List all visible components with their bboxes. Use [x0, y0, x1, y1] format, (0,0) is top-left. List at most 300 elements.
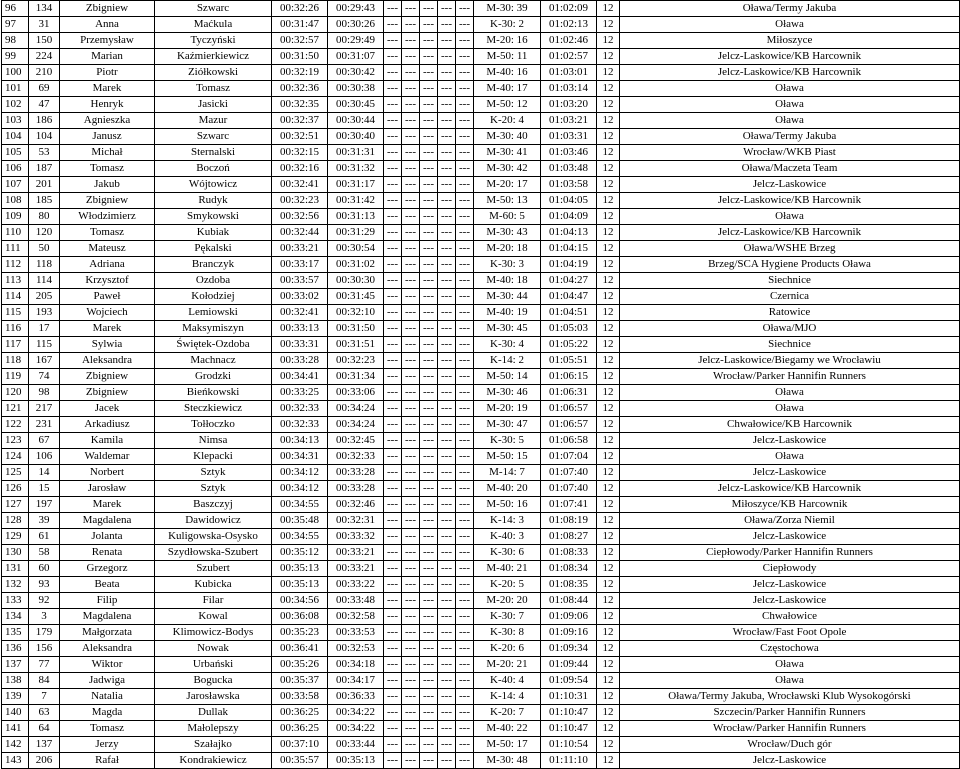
- cell-split-7: ---: [456, 417, 474, 433]
- cell-split-5: ---: [420, 625, 438, 641]
- cell-bib: 50: [29, 241, 60, 257]
- cell-split-3: ---: [384, 497, 402, 513]
- cell-bib: 231: [29, 417, 60, 433]
- table-row: [2, 657, 960, 673]
- cell-category: M-50: 13: [474, 193, 541, 209]
- cell-total-time: 01:09:34: [541, 641, 597, 657]
- cell-category: K-30: 8: [474, 625, 541, 641]
- cell-first-name: Magda: [60, 705, 155, 721]
- cell-split-3: ---: [384, 401, 402, 417]
- cell-split-5: ---: [420, 113, 438, 129]
- cell-total-time: 01:02:09: [541, 1, 597, 17]
- cell-first-name: Renata: [60, 545, 155, 561]
- cell-first-name: Jerzy: [60, 737, 155, 753]
- cell-bib: 167: [29, 353, 60, 369]
- cell-split-4: ---: [402, 81, 420, 97]
- cell-place: 108: [2, 193, 29, 209]
- cell-category: M-30: 45: [474, 321, 541, 337]
- cell-lap-2: 00:31:07: [328, 49, 384, 65]
- cell-club: Siechnice: [620, 273, 960, 289]
- cell-club: Jelcz-Laskowice: [620, 753, 960, 769]
- cell-split-6: ---: [438, 113, 456, 129]
- cell-last-name: Branczyk: [155, 257, 272, 273]
- cell-lap-1: 00:34:13: [272, 433, 328, 449]
- cell-total-time: 01:10:47: [541, 705, 597, 721]
- cell-bib: 64: [29, 721, 60, 737]
- cell-club: Czernica: [620, 289, 960, 305]
- table-row: [2, 337, 960, 353]
- cell-split-4: ---: [402, 513, 420, 529]
- cell-lap-2: 00:33:06: [328, 385, 384, 401]
- table-row: [2, 241, 960, 257]
- cell-bib: 137: [29, 737, 60, 753]
- cell-split-4: ---: [402, 145, 420, 161]
- cell-category: M-40: 18: [474, 273, 541, 289]
- cell-lap-1: 00:33:17: [272, 257, 328, 273]
- cell-lap-1: 00:32:26: [272, 1, 328, 17]
- cell-category: M-30: 48: [474, 753, 541, 769]
- cell-place: 99: [2, 49, 29, 65]
- cell-total-time: 01:09:54: [541, 673, 597, 689]
- cell-split-6: ---: [438, 481, 456, 497]
- cell-split-4: ---: [402, 129, 420, 145]
- cell-split-4: ---: [402, 321, 420, 337]
- cell-place: 139: [2, 689, 29, 705]
- cell-lap-2: 00:35:13: [328, 753, 384, 769]
- cell-split-3: ---: [384, 385, 402, 401]
- cell-laps: 12: [597, 81, 620, 97]
- cell-split-7: ---: [456, 737, 474, 753]
- cell-split-3: ---: [384, 337, 402, 353]
- cell-split-7: ---: [456, 401, 474, 417]
- cell-split-6: ---: [438, 705, 456, 721]
- cell-club: Oława: [620, 113, 960, 129]
- cell-split-7: ---: [456, 81, 474, 97]
- cell-split-6: ---: [438, 257, 456, 273]
- cell-lap-1: 00:35:23: [272, 625, 328, 641]
- cell-split-6: ---: [438, 193, 456, 209]
- cell-split-3: ---: [384, 513, 402, 529]
- cell-club: Oława: [620, 449, 960, 465]
- cell-last-name: Maćkula: [155, 17, 272, 33]
- cell-laps: 12: [597, 673, 620, 689]
- cell-split-7: ---: [456, 225, 474, 241]
- cell-lap-2: 00:32:46: [328, 497, 384, 513]
- cell-split-7: ---: [456, 49, 474, 65]
- cell-first-name: Magdalena: [60, 609, 155, 625]
- table-row: [2, 737, 960, 753]
- cell-laps: 12: [597, 705, 620, 721]
- cell-category: K-30: 3: [474, 257, 541, 273]
- cell-split-7: ---: [456, 385, 474, 401]
- cell-last-name: Sternalski: [155, 145, 272, 161]
- cell-last-name: Ozdoba: [155, 273, 272, 289]
- cell-total-time: 01:08:19: [541, 513, 597, 529]
- cell-split-5: ---: [420, 737, 438, 753]
- cell-place: 109: [2, 209, 29, 225]
- cell-club: Częstochowa: [620, 641, 960, 657]
- cell-lap-1: 00:35:13: [272, 577, 328, 593]
- cell-laps: 12: [597, 753, 620, 769]
- cell-split-5: ---: [420, 609, 438, 625]
- cell-place: 117: [2, 337, 29, 353]
- cell-lap-1: 00:34:41: [272, 369, 328, 385]
- cell-split-3: ---: [384, 449, 402, 465]
- cell-split-5: ---: [420, 705, 438, 721]
- cell-total-time: 01:05:22: [541, 337, 597, 353]
- cell-split-3: ---: [384, 225, 402, 241]
- cell-split-7: ---: [456, 529, 474, 545]
- cell-lap-2: 00:32:58: [328, 609, 384, 625]
- cell-place: 141: [2, 721, 29, 737]
- cell-first-name: Jacek: [60, 401, 155, 417]
- cell-split-5: ---: [420, 593, 438, 609]
- cell-total-time: 01:06:15: [541, 369, 597, 385]
- cell-split-6: ---: [438, 337, 456, 353]
- cell-bib: 53: [29, 145, 60, 161]
- table-row: [2, 321, 960, 337]
- cell-split-5: ---: [420, 1, 438, 17]
- cell-split-4: ---: [402, 401, 420, 417]
- cell-lap-2: 00:32:33: [328, 449, 384, 465]
- cell-split-6: ---: [438, 321, 456, 337]
- cell-bib: 187: [29, 161, 60, 177]
- cell-place: 96: [2, 1, 29, 17]
- cell-bib: 210: [29, 65, 60, 81]
- cell-bib: 67: [29, 433, 60, 449]
- table-row: [2, 353, 960, 369]
- cell-split-7: ---: [456, 513, 474, 529]
- cell-last-name: Klimowicz-Bodys: [155, 625, 272, 641]
- cell-split-7: ---: [456, 337, 474, 353]
- cell-place: 121: [2, 401, 29, 417]
- cell-split-5: ---: [420, 561, 438, 577]
- cell-bib: 186: [29, 113, 60, 129]
- cell-split-5: ---: [420, 193, 438, 209]
- cell-club: Jelcz-Laskowice: [620, 177, 960, 193]
- cell-category: M-30: 41: [474, 145, 541, 161]
- table-row: [2, 593, 960, 609]
- cell-split-3: ---: [384, 481, 402, 497]
- table-row: [2, 721, 960, 737]
- cell-lap-2: 00:30:54: [328, 241, 384, 257]
- cell-lap-1: 00:33:25: [272, 385, 328, 401]
- cell-split-4: ---: [402, 673, 420, 689]
- cell-lap-2: 00:33:44: [328, 737, 384, 753]
- cell-last-name: Kondrakiewicz: [155, 753, 272, 769]
- cell-laps: 12: [597, 721, 620, 737]
- cell-club: Jelcz-Laskowice/Biegamy we Wrocławiu: [620, 353, 960, 369]
- cell-split-4: ---: [402, 529, 420, 545]
- cell-lap-1: 00:35:37: [272, 673, 328, 689]
- cell-last-name: Filar: [155, 593, 272, 609]
- cell-bib: 150: [29, 33, 60, 49]
- cell-first-name: Zbigniew: [60, 1, 155, 17]
- cell-laps: 12: [597, 369, 620, 385]
- cell-split-4: ---: [402, 609, 420, 625]
- results-table: [1, 0, 960, 769]
- cell-split-3: ---: [384, 33, 402, 49]
- cell-lap-2: 00:32:53: [328, 641, 384, 657]
- cell-last-name: Jarosławska: [155, 689, 272, 705]
- cell-place: 115: [2, 305, 29, 321]
- cell-category: M-40: 20: [474, 481, 541, 497]
- table-row: [2, 1, 960, 17]
- cell-bib: 217: [29, 401, 60, 417]
- cell-split-4: ---: [402, 273, 420, 289]
- table-row: [2, 225, 960, 241]
- cell-lap-2: 00:30:26: [328, 17, 384, 33]
- cell-split-3: ---: [384, 49, 402, 65]
- cell-lap-1: 00:36:25: [272, 721, 328, 737]
- cell-last-name: Lemiowski: [155, 305, 272, 321]
- cell-split-4: ---: [402, 17, 420, 33]
- cell-first-name: Wiktor: [60, 657, 155, 673]
- table-row: [2, 145, 960, 161]
- cell-last-name: Sztyk: [155, 465, 272, 481]
- cell-last-name: Szydłowska-Szubert: [155, 545, 272, 561]
- cell-split-7: ---: [456, 657, 474, 673]
- cell-split-7: ---: [456, 257, 474, 273]
- cell-bib: 31: [29, 17, 60, 33]
- cell-split-4: ---: [402, 417, 420, 433]
- cell-split-6: ---: [438, 577, 456, 593]
- table-row: [2, 545, 960, 561]
- cell-place: 143: [2, 753, 29, 769]
- cell-total-time: 01:08:35: [541, 577, 597, 593]
- cell-split-3: ---: [384, 273, 402, 289]
- cell-bib: 58: [29, 545, 60, 561]
- cell-lap-2: 00:34:17: [328, 673, 384, 689]
- cell-split-4: ---: [402, 305, 420, 321]
- cell-club: Brzeg/SCA Hygiene Products Oława: [620, 257, 960, 273]
- cell-laps: 12: [597, 49, 620, 65]
- table-row: [2, 97, 960, 113]
- cell-club: Chwałowice/KB Harcownik: [620, 417, 960, 433]
- cell-club: Oława/Zorza Niemil: [620, 513, 960, 529]
- cell-split-7: ---: [456, 481, 474, 497]
- cell-bib: 179: [29, 625, 60, 641]
- cell-category: M-20: 16: [474, 33, 541, 49]
- cell-split-5: ---: [420, 33, 438, 49]
- cell-lap-1: 00:32:15: [272, 145, 328, 161]
- cell-first-name: Agnieszka: [60, 113, 155, 129]
- cell-category: K-14: 4: [474, 689, 541, 705]
- cell-laps: 12: [597, 465, 620, 481]
- cell-lap-1: 00:32:16: [272, 161, 328, 177]
- cell-split-5: ---: [420, 177, 438, 193]
- cell-last-name: Szwarc: [155, 1, 272, 17]
- cell-lap-2: 00:31:31: [328, 145, 384, 161]
- cell-lap-2: 00:32:45: [328, 433, 384, 449]
- cell-lap-2: 00:31:29: [328, 225, 384, 241]
- cell-bib: 106: [29, 449, 60, 465]
- cell-category: K-20: 4: [474, 113, 541, 129]
- cell-split-5: ---: [420, 17, 438, 33]
- cell-first-name: Tomasz: [60, 225, 155, 241]
- cell-place: 105: [2, 145, 29, 161]
- cell-lap-2: 00:30:45: [328, 97, 384, 113]
- cell-split-3: ---: [384, 81, 402, 97]
- cell-split-7: ---: [456, 113, 474, 129]
- cell-club: Oława: [620, 657, 960, 673]
- cell-first-name: Jarosław: [60, 481, 155, 497]
- cell-first-name: Przemysław: [60, 33, 155, 49]
- cell-laps: 12: [597, 129, 620, 145]
- cell-last-name: Steczkiewicz: [155, 401, 272, 417]
- cell-split-4: ---: [402, 737, 420, 753]
- cell-split-5: ---: [420, 337, 438, 353]
- cell-bib: 205: [29, 289, 60, 305]
- cell-category: M-30: 42: [474, 161, 541, 177]
- table-row: [2, 17, 960, 33]
- cell-total-time: 01:10:54: [541, 737, 597, 753]
- cell-total-time: 01:03:21: [541, 113, 597, 129]
- table-row: [2, 705, 960, 721]
- cell-place: 116: [2, 321, 29, 337]
- cell-bib: 118: [29, 257, 60, 273]
- cell-split-5: ---: [420, 689, 438, 705]
- cell-place: 138: [2, 673, 29, 689]
- cell-split-5: ---: [420, 257, 438, 273]
- cell-split-3: ---: [384, 145, 402, 161]
- cell-total-time: 01:03:48: [541, 161, 597, 177]
- cell-club: Ratowice: [620, 305, 960, 321]
- cell-last-name: Tyczyński: [155, 33, 272, 49]
- cell-lap-1: 00:37:10: [272, 737, 328, 753]
- cell-split-3: ---: [384, 65, 402, 81]
- cell-last-name: Baszczyj: [155, 497, 272, 513]
- cell-lap-1: 00:36:25: [272, 705, 328, 721]
- cell-split-7: ---: [456, 209, 474, 225]
- cell-split-7: ---: [456, 625, 474, 641]
- cell-first-name: Michał: [60, 145, 155, 161]
- cell-club: Jelcz-Laskowice/KB Harcownik: [620, 481, 960, 497]
- cell-club: Oława/Termy Jakuba: [620, 1, 960, 17]
- cell-total-time: 01:04:15: [541, 241, 597, 257]
- cell-split-6: ---: [438, 465, 456, 481]
- cell-last-name: Sztyk: [155, 481, 272, 497]
- cell-lap-1: 00:33:02: [272, 289, 328, 305]
- cell-split-6: ---: [438, 561, 456, 577]
- cell-split-7: ---: [456, 673, 474, 689]
- cell-bib: 93: [29, 577, 60, 593]
- cell-total-time: 01:02:57: [541, 49, 597, 65]
- cell-lap-2: 00:33:21: [328, 561, 384, 577]
- cell-lap-2: 00:30:30: [328, 273, 384, 289]
- cell-laps: 12: [597, 593, 620, 609]
- table-row: [2, 65, 960, 81]
- cell-place: 135: [2, 625, 29, 641]
- cell-last-name: Jasicki: [155, 97, 272, 113]
- cell-category: K-40: 4: [474, 673, 541, 689]
- table-row: [2, 689, 960, 705]
- cell-lap-1: 00:34:31: [272, 449, 328, 465]
- cell-split-4: ---: [402, 561, 420, 577]
- cell-lap-2: 00:30:38: [328, 81, 384, 97]
- cell-last-name: Bogucka: [155, 673, 272, 689]
- cell-first-name: Zbigniew: [60, 193, 155, 209]
- cell-laps: 12: [597, 529, 620, 545]
- cell-split-7: ---: [456, 33, 474, 49]
- cell-lap-2: 00:31:34: [328, 369, 384, 385]
- cell-split-6: ---: [438, 401, 456, 417]
- table-row: [2, 193, 960, 209]
- cell-split-6: ---: [438, 225, 456, 241]
- cell-first-name: Jakub: [60, 177, 155, 193]
- cell-last-name: Urbański: [155, 657, 272, 673]
- cell-split-6: ---: [438, 641, 456, 657]
- cell-category: K-14: 3: [474, 513, 541, 529]
- cell-split-3: ---: [384, 305, 402, 321]
- cell-split-6: ---: [438, 513, 456, 529]
- cell-club: Wrocław/Parker Hannifin Runners: [620, 369, 960, 385]
- cell-category: M-14: 7: [474, 465, 541, 481]
- table-row: [2, 289, 960, 305]
- cell-split-4: ---: [402, 705, 420, 721]
- cell-last-name: Rudyk: [155, 193, 272, 209]
- cell-club: Jelcz-Laskowice: [620, 577, 960, 593]
- cell-split-5: ---: [420, 753, 438, 769]
- cell-club: Wrocław/WKB Piast: [620, 145, 960, 161]
- cell-club: Oława: [620, 401, 960, 417]
- cell-split-6: ---: [438, 97, 456, 113]
- cell-category: K-40: 3: [474, 529, 541, 545]
- cell-split-6: ---: [438, 353, 456, 369]
- cell-total-time: 01:10:47: [541, 721, 597, 737]
- table-row: [2, 561, 960, 577]
- cell-split-4: ---: [402, 625, 420, 641]
- cell-lap-1: 00:34:12: [272, 481, 328, 497]
- cell-laps: 12: [597, 401, 620, 417]
- cell-club: Siechnice: [620, 337, 960, 353]
- cell-lap-1: 00:34:56: [272, 593, 328, 609]
- cell-laps: 12: [597, 177, 620, 193]
- cell-lap-1: 00:34:12: [272, 465, 328, 481]
- cell-first-name: Natalia: [60, 689, 155, 705]
- cell-total-time: 01:07:40: [541, 465, 597, 481]
- cell-split-6: ---: [438, 417, 456, 433]
- cell-first-name: Małgorzata: [60, 625, 155, 641]
- cell-last-name: Nimsa: [155, 433, 272, 449]
- cell-total-time: 01:07:40: [541, 481, 597, 497]
- cell-lap-2: 00:31:32: [328, 161, 384, 177]
- cell-laps: 12: [597, 289, 620, 305]
- cell-lap-1: 00:32:41: [272, 177, 328, 193]
- cell-laps: 12: [597, 481, 620, 497]
- table-row: [2, 81, 960, 97]
- cell-split-3: ---: [384, 289, 402, 305]
- table-row: [2, 273, 960, 289]
- cell-bib: 14: [29, 465, 60, 481]
- cell-total-time: 01:09:06: [541, 609, 597, 625]
- cell-split-3: ---: [384, 97, 402, 113]
- cell-lap-2: 00:32:31: [328, 513, 384, 529]
- cell-first-name: Anna: [60, 17, 155, 33]
- cell-lap-2: 00:29:43: [328, 1, 384, 17]
- cell-laps: 12: [597, 113, 620, 129]
- cell-first-name: Sylwia: [60, 337, 155, 353]
- cell-place: 107: [2, 177, 29, 193]
- cell-split-7: ---: [456, 273, 474, 289]
- cell-last-name: Dawidowicz: [155, 513, 272, 529]
- cell-category: M-20: 19: [474, 401, 541, 417]
- cell-place: 136: [2, 641, 29, 657]
- cell-split-3: ---: [384, 737, 402, 753]
- table-row: [2, 577, 960, 593]
- cell-split-6: ---: [438, 721, 456, 737]
- cell-split-7: ---: [456, 577, 474, 593]
